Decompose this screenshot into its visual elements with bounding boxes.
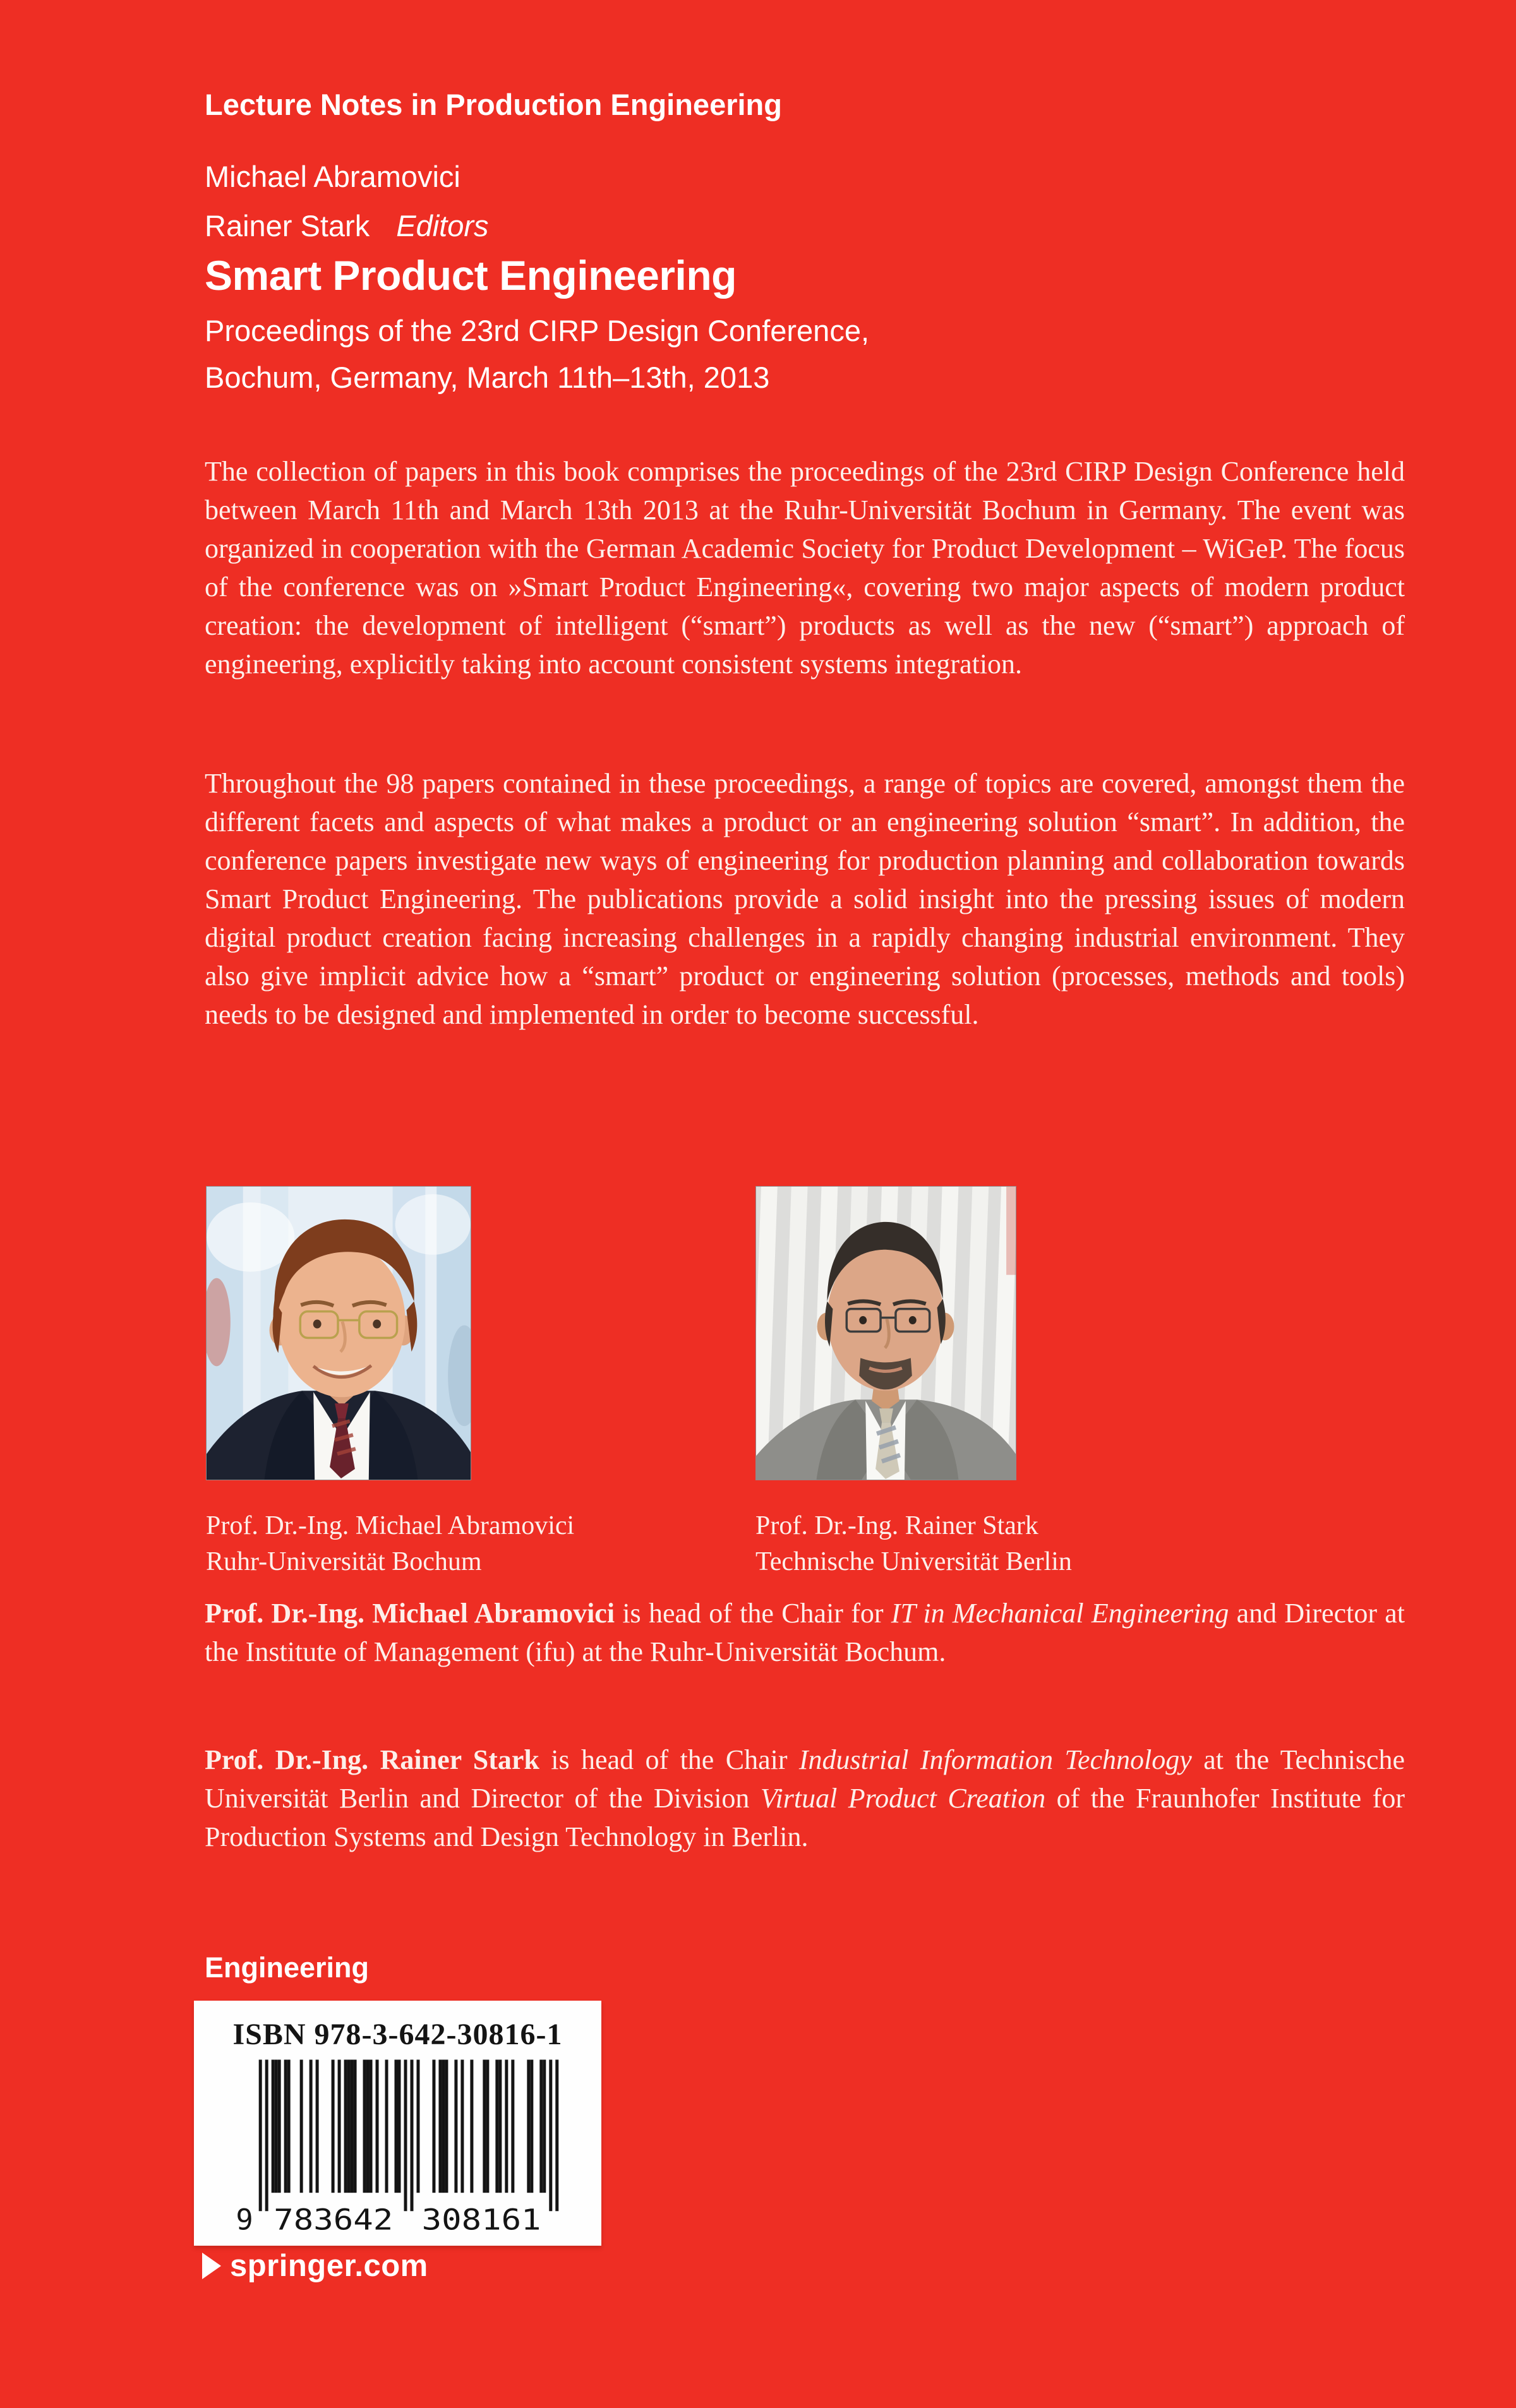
blurb-paragraph-2: Throughout the 98 papers contained in these proceedings, a range of topics are covered, amongst them the different facets and aspects of what makes a product or an engineering solution “smart”. In addition, the conference papers investigate new ways of engineering for production planning and collaboration towards Smart Product Engineering. The publications provide a solid insight into the pressing issues of modern digital product creation facing increasing challenges in a rapidly changing industrial environment. They also give implicit advice how a “smart” product or engineering solution (processes, methods and tools) needs to be designed and implemented in order to become successful.	[205, 768, 1405, 1030]
bio-stark-chair: Industrial Information Technology	[798, 1744, 1192, 1775]
caption-abramovici-name: Prof. Dr.-Ing. Michael Abramovici	[206, 1511, 575, 1540]
bio-stark-text-1: is head of the Chair	[539, 1744, 799, 1775]
book-subtitle-line-2: Bochum, Germany, March 11th–13th, 2013	[205, 361, 770, 394]
editors-label: Editors	[396, 209, 489, 243]
springer-website: springer.com	[230, 2249, 428, 2283]
bio-stark-text-3: of the Fraunhofer Institute for Production Systems and Design Technology in Berlin.	[205, 1783, 1405, 1852]
blurb-paragraph-1: The collection of papers in this book comprises the proceedings of the 23rd CIRP Design Conference held between March 11th and March 13th 2013 at the Ruhr-Universität Bochum in Germany. The event was organized in cooperation with the German Academic Society for Product Development – WiGeP. The focus of the conference was on »Smart Product Engineering«, covering two major aspects of modern product creation: the development of intelligent (“smart”) products as well as the new (“smart”) approach of engineering, explicitly taking into account consistent systems integration.	[205, 456, 1405, 680]
caption-stark-affiliation: Technische Universität Berlin	[755, 1547, 1072, 1576]
caption-abramovici-affiliation: Ruhr-Universität Bochum	[206, 1547, 482, 1576]
editor-name-2: Rainer Stark	[205, 209, 370, 243]
publisher-footer	[202, 2248, 428, 2284]
bio-stark-name: Prof. Dr.-Ing. Rainer Stark	[205, 1744, 539, 1775]
book-subtitle-line-1: Proceedings of the 23rd CIRP Design Conference,	[205, 314, 870, 347]
bio-paragraph-stark	[205, 1740, 1405, 1856]
bio-stark-text-2: at the Technische Universität Berlin and Director of the Division	[205, 1744, 1405, 1814]
isbn-label: ISBN 978-3-642-30816-1	[232, 2018, 563, 2051]
bio-abramovici-chair: IT in Mechanical Engineering	[891, 1598, 1229, 1629]
portrait-photo-abramovici	[206, 1186, 471, 1480]
bio-abramovici-text-1: is head of the Chair for	[615, 1598, 891, 1629]
barcode-digits-right: 308161	[421, 2203, 541, 2236]
caption-abramovici	[206, 1508, 574, 1580]
bio-paragraph-abramovici	[205, 1594, 1405, 1671]
editor-line-2	[205, 208, 489, 243]
caption-stark	[755, 1508, 1072, 1580]
barcode-svg	[226, 2056, 570, 2235]
series-title: Lecture Notes in Production Engineering	[205, 88, 782, 121]
ean13-barcode	[226, 2056, 570, 2235]
bio-stark-division: Virtual Product Creation	[760, 1783, 1046, 1814]
book-title: Smart Product Engineering	[205, 252, 737, 299]
category-label: Engineering	[205, 1951, 370, 1984]
editor-name-1: Michael Abramovici	[205, 160, 460, 193]
bio-abramovici-text-2: and Director at the Institute of Management (ifu) at the Ruhr-Universität Bochum.	[205, 1598, 1405, 1667]
barcode-digit-first: 9	[236, 2203, 253, 2236]
portrait-photo-stark	[755, 1186, 1016, 1480]
caption-stark-name: Prof. Dr.-Ing. Rainer Stark	[755, 1511, 1038, 1540]
barcode-digits-left: 783642	[274, 2203, 394, 2236]
bio-abramovici-name: Prof. Dr.-Ing. Michael Abramovici	[205, 1598, 615, 1629]
isbn-box	[194, 2001, 601, 2246]
springer-arrow-icon	[202, 2253, 221, 2279]
